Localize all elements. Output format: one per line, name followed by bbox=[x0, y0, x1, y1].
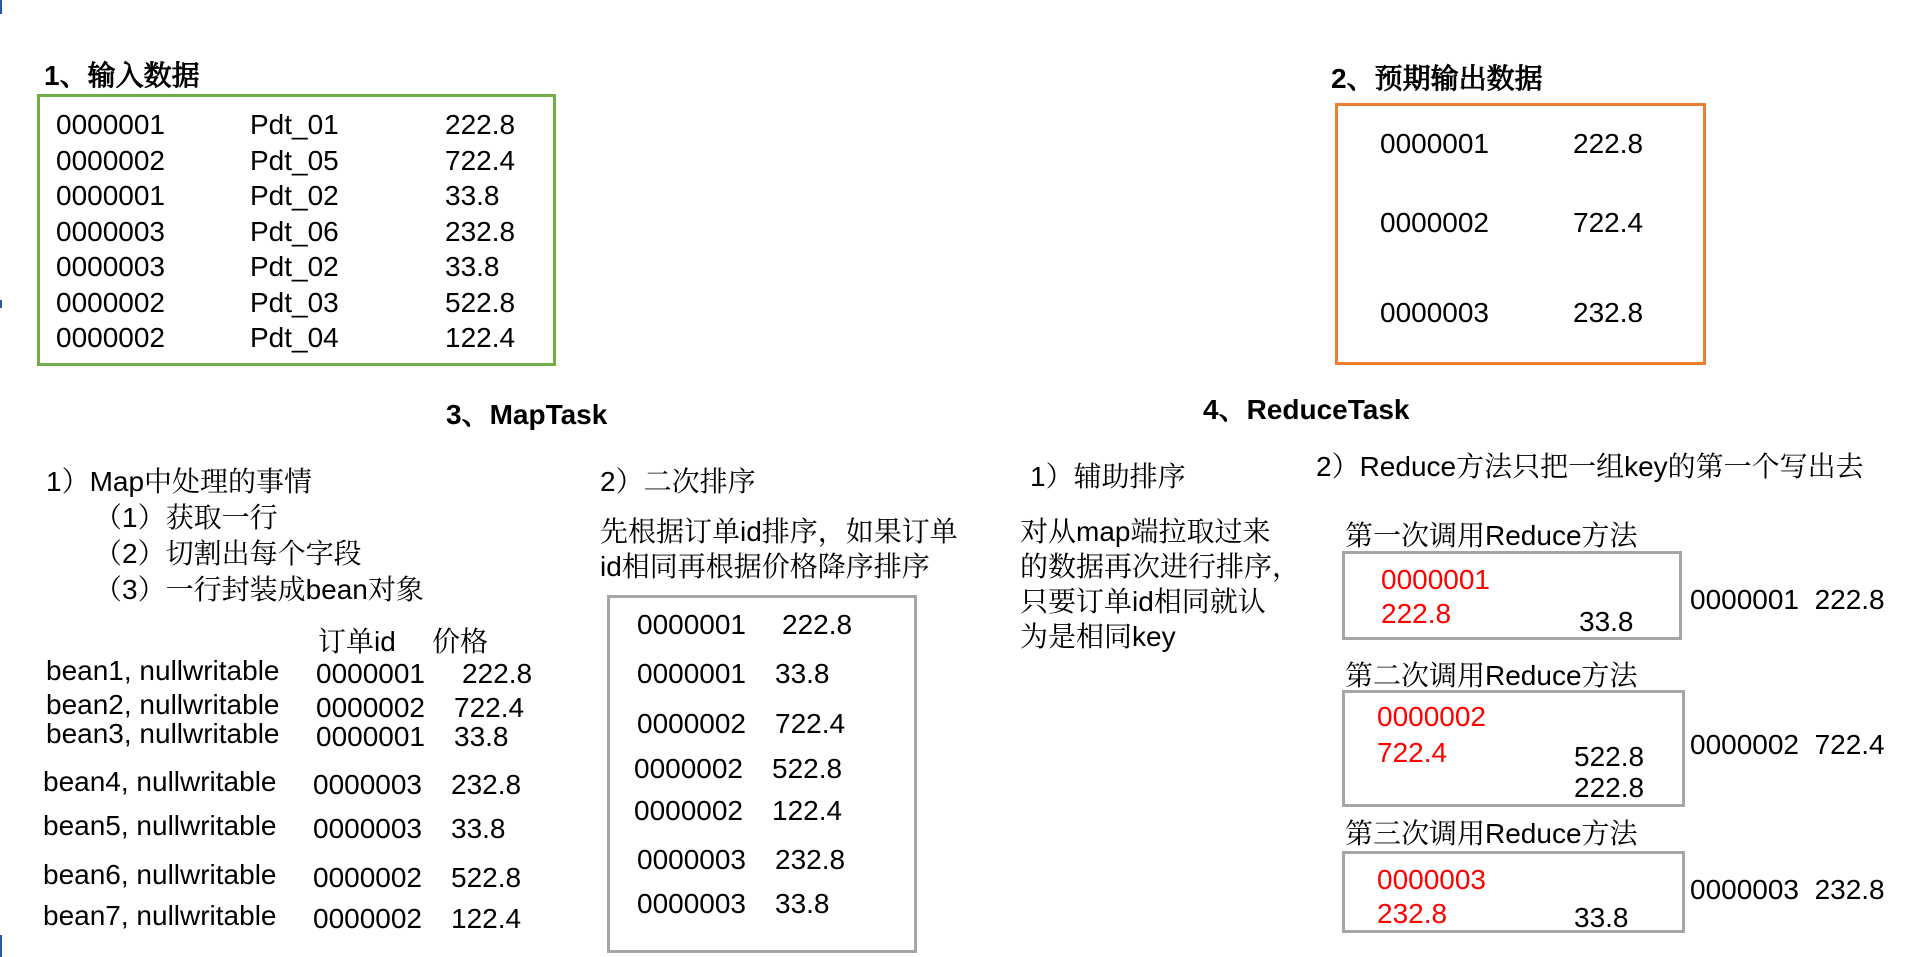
reduce-call-1-label: 第一次调用Reduce方法 bbox=[1345, 520, 1638, 551]
reduce-heading: 2）Reduce方法只把一组key的第一个写出去 bbox=[1316, 451, 1864, 482]
bean-row-label: bean6, nullwritable bbox=[43, 859, 277, 890]
bean-row-order-id: 0000003 bbox=[313, 769, 423, 800]
input-row-price: 522.8 bbox=[445, 286, 516, 318]
sorted-row-order-id: 0000001 bbox=[637, 658, 747, 689]
maptask-title: 3、MapTask bbox=[446, 399, 608, 430]
reduce-call-3-label: 第三次调用Reduce方法 bbox=[1345, 818, 1638, 849]
input-row-order-id: 0000001 bbox=[56, 180, 166, 211]
reduce-call-2-key-price: 722.4 bbox=[1377, 737, 1448, 768]
input-row-product-id: Pdt_05 bbox=[250, 144, 339, 176]
reduce-call-1-key-id: 0000001 bbox=[1381, 564, 1491, 595]
sorted-row-order-id: 0000002 bbox=[634, 795, 744, 826]
reducetask-title: 4、ReduceTask bbox=[1203, 394, 1410, 425]
map-heading: 1）Map中处理的事情 bbox=[46, 466, 313, 497]
input-row-product-id: Pdt_01 bbox=[250, 109, 339, 140]
reduce-call-2-output: 0000002 722.4 bbox=[1690, 729, 1885, 760]
sorted-row-order-id: 0000002 bbox=[634, 753, 744, 784]
output-row-price: 222.8 bbox=[1573, 128, 1644, 159]
bean-row-price: 522.8 bbox=[451, 862, 522, 893]
map-step-3: （3）一行封装成bean对象 bbox=[94, 574, 424, 605]
sorted-row-price: 222.8 bbox=[782, 609, 853, 640]
input-row-order-id: 0000001 bbox=[56, 109, 166, 140]
reduce-call-3-box bbox=[1342, 851, 1685, 933]
input-row-product-id: Pdt_04 bbox=[250, 322, 339, 353]
aux-desc-line-3: 只要订单id相同就认 bbox=[1020, 586, 1266, 617]
sorted-row-order-id: 0000002 bbox=[637, 708, 747, 739]
reduce-call-2-other-2: 222.8 bbox=[1574, 772, 1645, 803]
bean-row-label: bean2, nullwritable bbox=[46, 689, 280, 720]
input-row-price: 722.4 bbox=[445, 144, 516, 176]
bean-row-price: 222.8 bbox=[462, 658, 533, 689]
input-row-order-id: 0000003 bbox=[56, 251, 166, 282]
map-step-2: （2）切割出每个字段 bbox=[94, 538, 362, 569]
bean-row-label: bean4, nullwritable bbox=[43, 766, 277, 797]
bean-row-order-id: 0000002 bbox=[313, 862, 423, 893]
edge-mark-top bbox=[0, 0, 2, 14]
output-row-order-id: 0000001 bbox=[1380, 128, 1490, 159]
expected-output-title: 2、预期输出数据 bbox=[1331, 63, 1543, 94]
sorted-row-price: 33.8 bbox=[775, 888, 830, 919]
reduce-call-3-key-id: 0000003 bbox=[1377, 864, 1487, 895]
output-row-order-id: 0000003 bbox=[1380, 297, 1490, 328]
sorted-row-order-id: 0000003 bbox=[637, 844, 747, 875]
col-price-label: 价格 bbox=[432, 626, 489, 657]
sorted-row-price: 522.8 bbox=[772, 753, 843, 784]
input-row-price: 122.4 bbox=[445, 322, 516, 353]
input-row-price: 33.8 bbox=[445, 180, 500, 211]
bean-row-label: bean5, nullwritable bbox=[43, 810, 277, 841]
bean-row-order-id: 0000001 bbox=[316, 658, 426, 689]
reduce-call-1-key-price: 222.8 bbox=[1381, 598, 1452, 629]
input-row-order-id: 0000002 bbox=[56, 144, 166, 176]
bean-row-price: 722.4 bbox=[454, 692, 525, 723]
reduce-call-2-box bbox=[1342, 690, 1685, 807]
bean-row-label: bean7, nullwritable bbox=[43, 900, 277, 931]
bean-row-label: bean3, nullwritable bbox=[46, 718, 280, 749]
reduce-call-3-output: 0000003 232.8 bbox=[1690, 874, 1885, 905]
output-row-price: 722.4 bbox=[1573, 207, 1644, 238]
sorted-data-box bbox=[607, 595, 917, 953]
input-row-price: 232.8 bbox=[445, 215, 516, 247]
bean-row-price: 33.8 bbox=[451, 813, 506, 844]
reduce-call-2-label: 第二次调用Reduce方法 bbox=[1345, 660, 1638, 691]
bean-row-price: 122.4 bbox=[451, 903, 522, 934]
bean-row-price: 33.8 bbox=[454, 721, 509, 752]
sort-desc-line-1: 先根据订单id排序，如果订单 bbox=[600, 516, 958, 547]
bean-row-order-id: 0000002 bbox=[313, 903, 423, 934]
output-row-price: 232.8 bbox=[1573, 297, 1644, 328]
reduce-call-1-box bbox=[1342, 551, 1682, 640]
sorted-row-price: 122.4 bbox=[772, 795, 843, 826]
input-row-order-id: 0000002 bbox=[56, 286, 166, 318]
sorted-row-order-id: 0000003 bbox=[637, 888, 747, 919]
aux-desc-line-1: 对从map端拉取过来 bbox=[1020, 516, 1271, 547]
bean-row-label: bean1, nullwritable bbox=[46, 655, 280, 686]
reduce-call-3-other-1: 33.8 bbox=[1574, 902, 1629, 933]
sorted-row-order-id: 0000001 bbox=[637, 609, 747, 640]
expected-output-box bbox=[1335, 103, 1706, 365]
input-row-product-id: Pdt_03 bbox=[250, 286, 339, 318]
aux-sort-heading: 1）辅助排序 bbox=[1030, 461, 1186, 492]
input-row-price: 222.8 bbox=[445, 109, 516, 140]
reduce-call-1-output: 0000001 222.8 bbox=[1690, 584, 1885, 615]
aux-desc-line-4: 为是相同key bbox=[1020, 621, 1176, 652]
input-row-product-id: Pdt_02 bbox=[250, 251, 339, 282]
input-data-box bbox=[37, 94, 556, 366]
input-row-order-id: 0000003 bbox=[56, 215, 166, 247]
bean-row-price: 232.8 bbox=[451, 769, 522, 800]
input-row-product-id: Pdt_02 bbox=[250, 180, 339, 211]
input-row-order-id: 0000002 bbox=[56, 322, 166, 353]
input-row-price: 33.8 bbox=[445, 251, 500, 282]
aux-desc-line-2: 的数据再次进行排序， bbox=[1020, 551, 1301, 582]
bean-row-order-id: 0000001 bbox=[316, 721, 426, 752]
sort-heading: 2）二次排序 bbox=[600, 466, 756, 497]
bean-row-order-id: 0000003 bbox=[313, 813, 423, 844]
sort-desc-line-2: id相同再根据价格降序排序 bbox=[600, 551, 930, 582]
sorted-row-price: 722.4 bbox=[775, 708, 846, 739]
reduce-call-2-key-id: 0000002 bbox=[1377, 701, 1487, 732]
edge-mark-middle bbox=[0, 300, 2, 308]
output-row-order-id: 0000002 bbox=[1380, 207, 1490, 238]
sorted-row-price: 232.8 bbox=[775, 844, 846, 875]
col-order-id-label: 订单id bbox=[318, 626, 396, 657]
sorted-row-price: 33.8 bbox=[775, 658, 830, 689]
edge-mark-bottom bbox=[0, 935, 2, 957]
bean-row-order-id: 0000002 bbox=[316, 692, 426, 723]
input-data-title: 1、输入数据 bbox=[44, 60, 200, 91]
reduce-call-2-other-1: 522.8 bbox=[1574, 741, 1645, 772]
input-row-product-id: Pdt_06 bbox=[250, 215, 339, 247]
reduce-call-3-key-price: 232.8 bbox=[1377, 898, 1448, 929]
reduce-call-1-other-1: 33.8 bbox=[1579, 606, 1634, 637]
map-step-1: （1）获取一行 bbox=[94, 502, 278, 533]
